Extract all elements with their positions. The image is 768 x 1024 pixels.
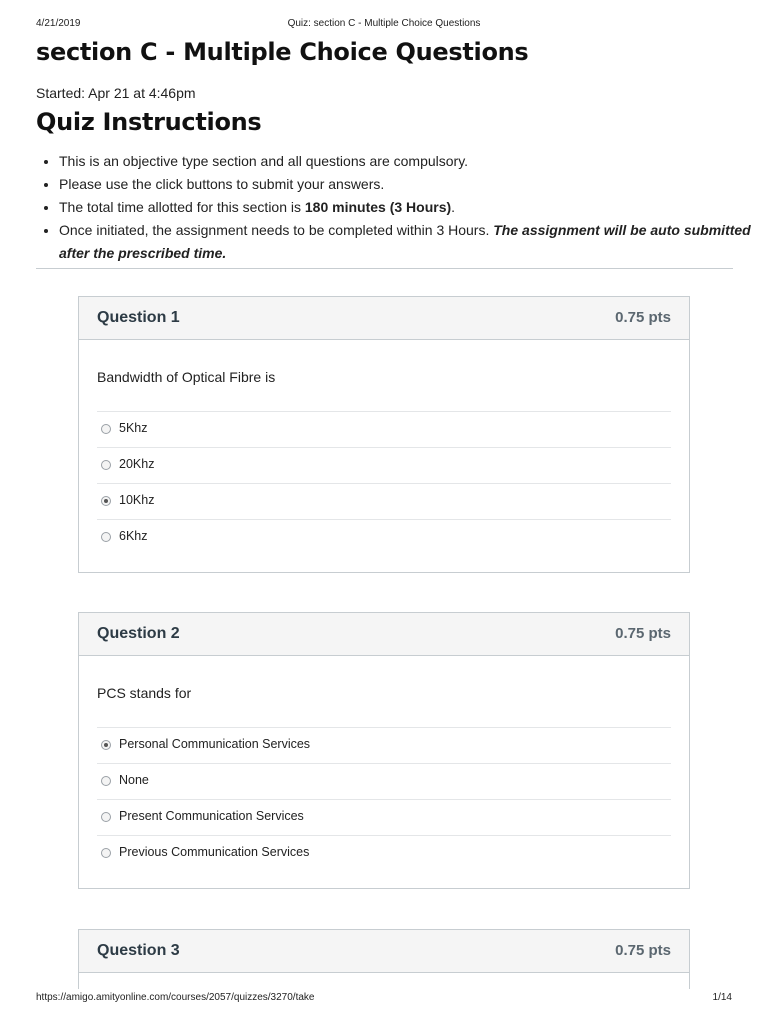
answer-label[interactable]: 5Khz <box>119 421 148 435</box>
answer-label[interactable]: Present Communication Services <box>119 809 304 823</box>
answer-label[interactable]: Previous Communication Services <box>119 845 310 859</box>
radio-button-selected[interactable] <box>101 740 111 750</box>
print-url: https://amigo.amityonline.com/courses/2057/quizzes/3270/take <box>36 992 315 1003</box>
radio-button[interactable] <box>101 812 111 822</box>
instruction-item-time <box>59 196 759 219</box>
question-points: 0.75 pts <box>615 309 671 326</box>
answer-option[interactable] <box>97 447 671 483</box>
instruction-time-bold: 180 minutes (3 Hours) <box>304 199 452 215</box>
answer-option[interactable] <box>97 411 671 447</box>
radio-button[interactable] <box>101 424 111 434</box>
question-title: Question 1 <box>97 309 180 326</box>
question-card-1 <box>78 296 690 573</box>
question-header <box>79 297 689 340</box>
radio-button[interactable] <box>101 776 111 786</box>
instruction-auto-prefix: Once initiated, the assignment needs to be completed within 3 Hours. <box>59 222 494 238</box>
quiz-started-time: Started: Apr 21 at 4:46pm <box>36 85 196 101</box>
answer-label[interactable]: 10Khz <box>119 493 155 507</box>
question-card-2 <box>78 612 690 889</box>
question-header <box>79 613 689 656</box>
radio-button-selected[interactable] <box>101 496 111 506</box>
answer-list <box>97 411 671 555</box>
radio-button[interactable] <box>101 848 111 858</box>
print-page-number: 1/14 <box>712 992 732 1003</box>
question-header <box>79 930 689 973</box>
question-text: PCS stands for <box>97 685 192 701</box>
answer-label[interactable]: 6Khz <box>119 529 148 543</box>
radio-button[interactable] <box>101 460 111 470</box>
question-title: Question 3 <box>97 942 180 959</box>
instruction-time-suffix: . <box>451 199 456 215</box>
answer-option[interactable] <box>97 763 671 799</box>
answer-option[interactable] <box>97 799 671 835</box>
print-date: 4/21/2019 <box>36 18 81 29</box>
instruction-item-auto-submit <box>59 219 759 265</box>
answer-option[interactable] <box>97 483 671 519</box>
question-title: Question 2 <box>97 625 180 642</box>
instructions-heading: Quiz Instructions <box>36 108 262 136</box>
print-header <box>0 18 768 32</box>
answer-option[interactable] <box>97 519 671 555</box>
radio-button[interactable] <box>101 532 111 542</box>
section-divider <box>36 268 733 269</box>
answer-label[interactable]: None <box>119 773 149 787</box>
question-points: 0.75 pts <box>615 942 671 959</box>
question-points: 0.75 pts <box>615 625 671 642</box>
instruction-auto-bold: The assignment will be auto submitted after the prescribed time. <box>59 222 751 261</box>
answer-list <box>97 727 671 871</box>
print-footer <box>0 992 768 1006</box>
print-document-title: Quiz: section C - Multiple Choice Questions <box>287 18 481 29</box>
answer-option[interactable] <box>97 835 671 871</box>
question-card-3 <box>78 929 690 989</box>
instructions-list <box>36 150 759 265</box>
instruction-item: • This is an objective type section and all questions are compulsory. <box>59 150 759 173</box>
instruction-item: • Please use the click buttons to submit your answers. <box>59 173 759 196</box>
quiz-title: section C - Multiple Choice Questions <box>36 38 529 66</box>
answer-label[interactable]: 20Khz <box>119 457 155 471</box>
question-text: Bandwidth of Optical Fibre is <box>97 369 276 385</box>
instruction-time-prefix: The total time allotted for this section is <box>59 199 305 215</box>
answer-option[interactable] <box>97 727 671 763</box>
answer-label[interactable]: Personal Communication Services <box>119 737 311 751</box>
